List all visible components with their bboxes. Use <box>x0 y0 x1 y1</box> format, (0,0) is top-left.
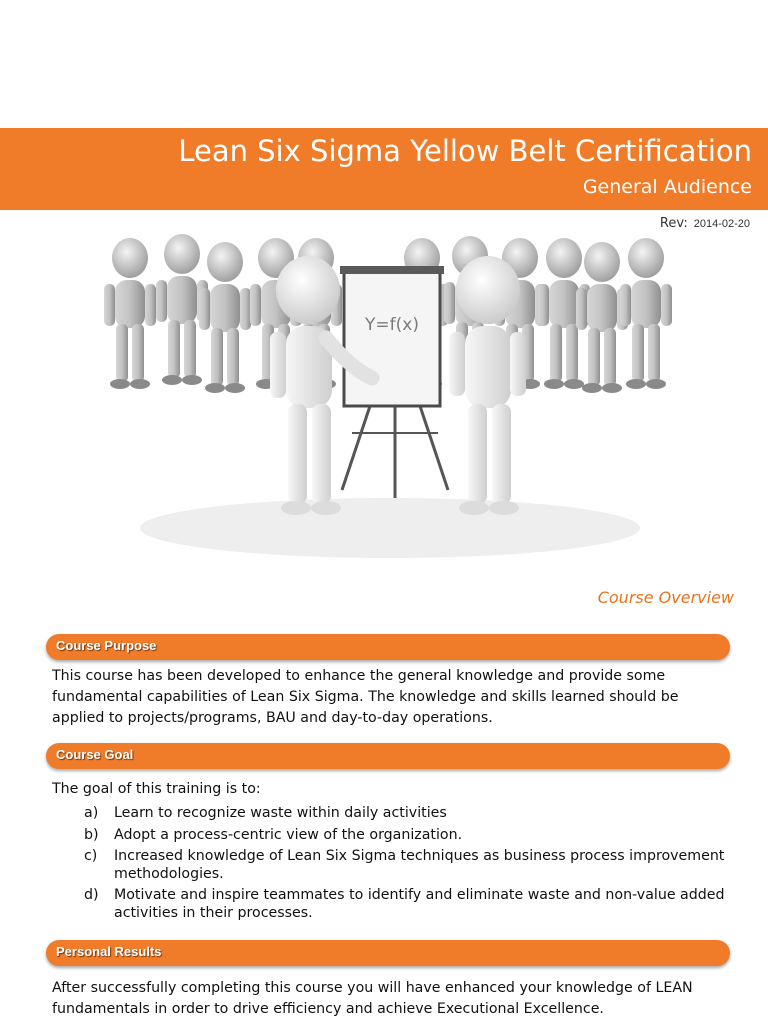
course-purpose-label: Course Purpose <box>56 638 157 653</box>
header-banner <box>0 128 768 210</box>
board-formula: Y=f(x) <box>365 315 419 335</box>
course-purpose-text: This course has been developed to enhance the general knowledge and provide some fundamental capabilities of Lean Six Sigma. The knowledge and skills learned should be applied to projects/programs, BAU and day-to-day operations. <box>52 668 679 726</box>
listener-figure <box>449 256 526 515</box>
revision-date: 2014-02-20 <box>693 218 750 230</box>
list-item <box>84 805 734 823</box>
flip-chart <box>340 266 448 498</box>
list-marker: d) <box>84 887 99 903</box>
crowd-figure <box>199 242 251 393</box>
course-purpose-bar <box>46 634 730 660</box>
list-marker: c) <box>84 848 98 864</box>
list-item-text: Adopt a process-centric view of the organization. <box>114 826 463 843</box>
list-item <box>84 887 734 922</box>
course-overview-heading: Course Overview <box>597 588 734 607</box>
list-item-text: Increased knowledge of Lean Six Sigma techniques as business process improvement methodologies. <box>114 848 725 882</box>
crowd-figure <box>104 238 156 389</box>
course-goal-intro: The goal of this training is to: <box>52 781 261 797</box>
personal-results-label: Personal Results <box>56 944 162 959</box>
personal-results-bar <box>46 940 730 966</box>
list-item <box>84 848 734 883</box>
list-item-text: Learn to recognize waste within daily activities <box>114 805 447 821</box>
personal-results-text: After successfully completing this course you will have enhanced your knowledge of LEAN fundamentals in order to drive efficiency and achieve Executional Excellence. <box>52 980 693 1017</box>
document-title: Lean Six Sigma Yellow Belt Certification <box>178 134 752 168</box>
team-presentation-illustration <box>80 228 700 578</box>
list-item <box>84 827 734 845</box>
list-item-text: Motivate and inspire teammates to identify and eliminate waste and non-value added activities in their processes. <box>114 887 725 921</box>
course-goal-list <box>84 805 734 926</box>
list-marker: b) <box>84 826 99 843</box>
revision-label: Rev: <box>659 216 688 231</box>
document-subtitle: General Audience <box>582 176 752 198</box>
course-goal-bar <box>46 743 730 769</box>
course-goal-label: Course Goal <box>56 747 134 762</box>
crowd-figure <box>620 238 672 389</box>
list-marker: a) <box>84 805 99 821</box>
